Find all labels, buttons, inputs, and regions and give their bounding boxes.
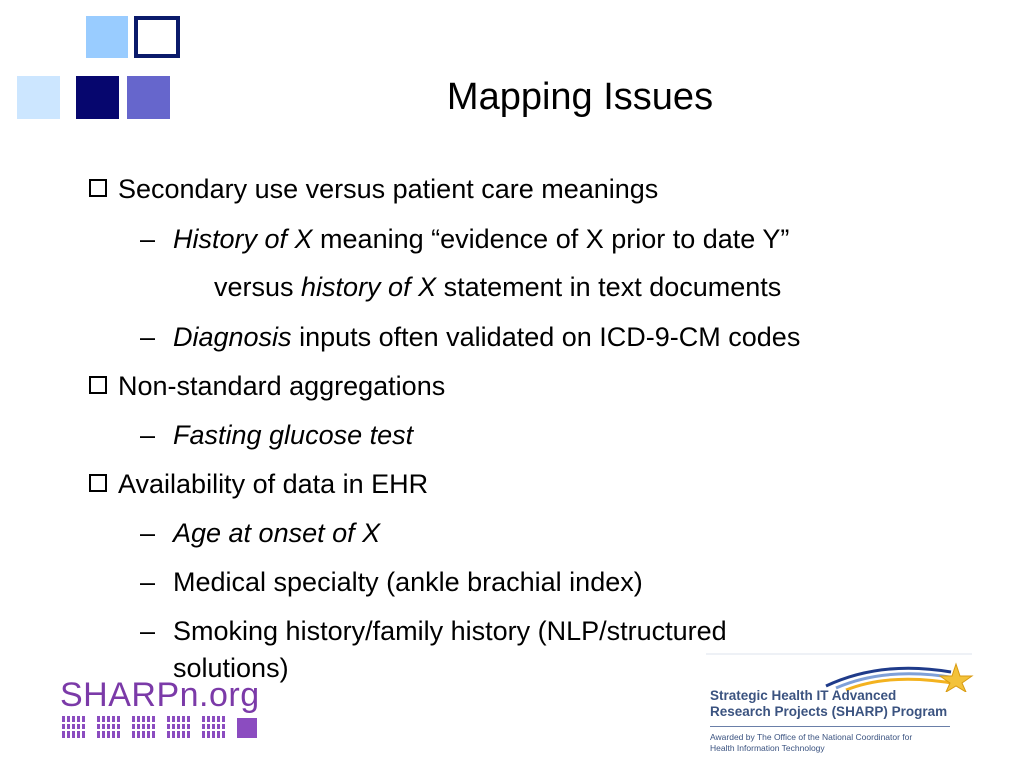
sub-bullet-item: – History of X meaning “evidence of X prior to date Y” (140, 224, 790, 254)
divider (710, 726, 950, 727)
dash-icon: – (140, 224, 156, 254)
sub-bullet-continuation: versus history of X statement in text documents (214, 272, 782, 302)
sub-bullet-item: – Smoking history/family history (NLP/structured (140, 616, 727, 646)
square-bullet-icon (89, 179, 107, 197)
sharpn-pixel-pattern-icon (62, 716, 272, 738)
bullet-item: Secondary use versus patient care meanings (89, 172, 658, 206)
sharpn-logo (60, 676, 275, 742)
sharpn-logo-text: SHARPn.org (60, 676, 260, 714)
decor-square-navy (76, 76, 119, 119)
sub-bullet-item: – Diagnosis inputs often validated on ICD-9-CM codes (140, 322, 801, 352)
award-text: Awarded by The Office of the National Coordinator for Health Information Technology (710, 732, 913, 753)
decor-square-periwinkle (127, 76, 170, 119)
square-bullet-icon (89, 474, 107, 492)
decor-square-pale (17, 76, 60, 119)
sub-bullet-item: – Medical specialty (ankle brachial index) (140, 567, 643, 597)
sub-bullet-item: – Fasting glucose test (140, 420, 414, 450)
bullet-item: Non-standard aggregations (89, 369, 445, 403)
dash-icon: – (140, 518, 156, 548)
sub-bullet-item: – Age at onset of X (140, 518, 381, 548)
sharp-program-logo (706, 652, 976, 762)
square-bullet-icon (89, 376, 107, 394)
dash-icon: – (140, 616, 156, 646)
program-name: Strategic Health IT Advanced Research Projects (SHARP) Program (710, 688, 948, 719)
dash-icon: – (140, 567, 156, 597)
decor-square-light (86, 16, 128, 58)
bullet-item: Availability of data in EHR (89, 467, 428, 501)
dash-icon: – (140, 420, 156, 450)
dash-icon: – (140, 322, 156, 352)
sub-bullet-continuation: solutions) (173, 653, 289, 683)
star-swoosh-icon (706, 652, 976, 692)
decor-square-outline (134, 16, 180, 58)
slide-title: Mapping Issues (446, 76, 714, 118)
